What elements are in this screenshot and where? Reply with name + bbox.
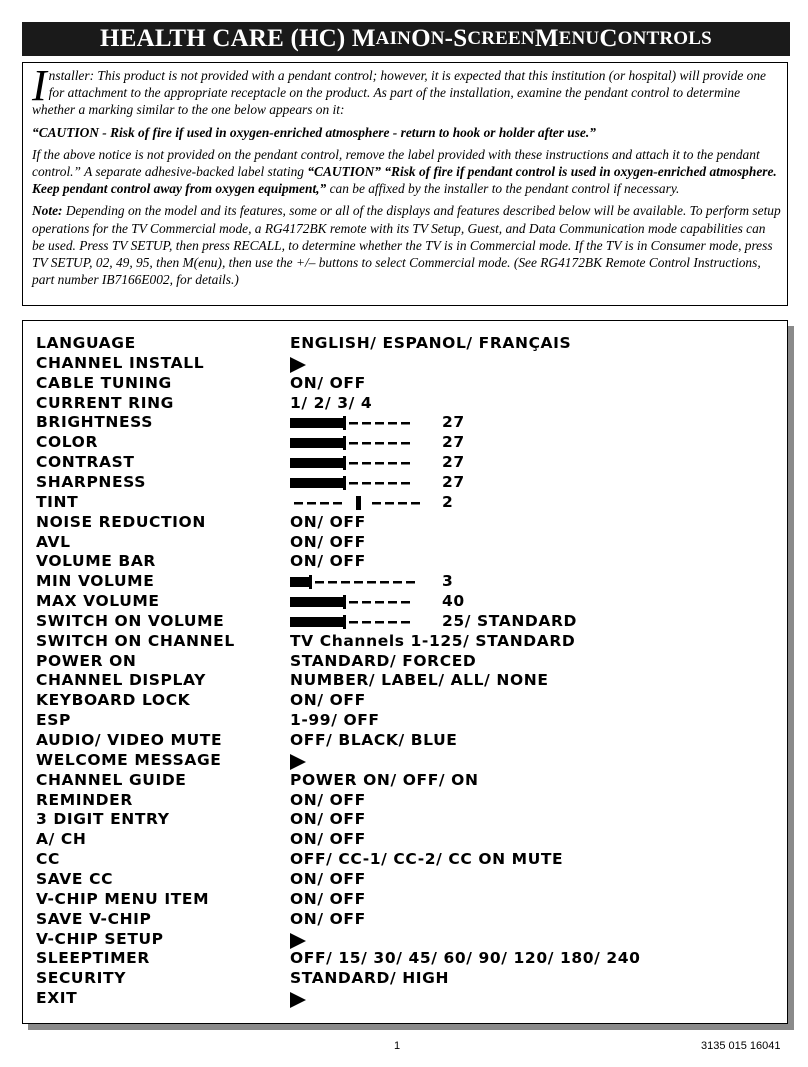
level-value: 40 (442, 592, 465, 611)
menu-row-v-chip-setup (36, 930, 776, 950)
level-value: 27 (442, 453, 465, 472)
level-fill (290, 617, 345, 627)
menu-label: CHANNEL DISPLAY (36, 671, 206, 690)
level-dash (362, 601, 371, 604)
menu-value: ON/ OFF (290, 552, 366, 571)
menu-value: ENGLISH/ ESPANOL/ FRANÇAIS (290, 334, 572, 352)
level-dash (401, 422, 410, 425)
menu-value: ON/ OFF (290, 830, 366, 849)
level-dash (375, 601, 384, 604)
level-fill (290, 597, 345, 607)
level-dash (401, 601, 410, 604)
menu-label: SLEEPTIMER (36, 949, 150, 968)
level-dash (372, 502, 381, 505)
menu-value: ON/ OFF (290, 810, 366, 829)
menu-label: TINT (36, 492, 79, 511)
level-dash (411, 502, 420, 505)
level-bar (290, 575, 420, 589)
level-bar (290, 416, 420, 430)
level-dash (398, 502, 407, 505)
menu-row-switch-on-volume (36, 612, 776, 632)
menu-row-current-ring (36, 394, 776, 414)
level-marker (343, 476, 346, 490)
level-dash (375, 422, 384, 425)
level-value: 3 (442, 572, 454, 591)
menu-label: COLOR (36, 433, 98, 452)
level-marker (309, 575, 312, 589)
level-marker (343, 615, 346, 629)
menu-label: CHANNEL GUIDE (36, 770, 187, 789)
menu-value: NUMBER/ LABEL/ ALL/ NONE (290, 671, 549, 690)
menu-row-contrast (36, 453, 776, 473)
drop-cap: I (32, 61, 47, 110)
level-fill (290, 418, 345, 428)
menu-label: AUDIO/ VIDEO MUTE (36, 731, 223, 749)
submenu-arrow-icon (290, 357, 306, 373)
menu-value: ON/ OFF (290, 373, 366, 392)
level-dash (406, 581, 415, 584)
menu-label: 3 DIGIT ENTRY (36, 810, 170, 829)
level-fill (290, 577, 311, 587)
document-code: 3135 015 16041 (701, 1040, 781, 1052)
menu-label: VOLUME BAR (36, 552, 156, 571)
level-dash (349, 442, 358, 445)
menu-label: WELCOME MESSAGE (36, 750, 222, 769)
menu-row-save-v-chip (36, 910, 776, 930)
menu-row-reminder (36, 791, 776, 811)
level-dash (401, 442, 410, 445)
menu-value: ON/ OFF (290, 909, 366, 928)
level-dash (307, 502, 316, 505)
menu-value: 1/ 2/ 3/ 4 (290, 393, 373, 412)
menu-label: MAX VOLUME (36, 592, 160, 611)
level-dash (388, 621, 397, 624)
level-dash (315, 581, 324, 584)
level-dash (341, 581, 350, 584)
level-dash (349, 482, 358, 485)
menu-row-cable-tuning (36, 374, 776, 394)
menu-label: CC (36, 850, 60, 869)
level-dash (294, 502, 303, 505)
menu-row-brightness (36, 413, 776, 433)
menu-label: SWITCH ON CHANNEL (36, 631, 235, 650)
menu-label: AVL (36, 532, 71, 551)
menu-row-channel-display (36, 671, 776, 691)
menu-value: ON/ OFF (290, 691, 366, 710)
menu-value: OFF/ CC-1/ CC-2/ CC ON MUTE (290, 850, 564, 869)
menu-value: TV Channels 1-125/ STANDARD (290, 631, 576, 650)
menu-row-save-cc (36, 870, 776, 890)
menu-value: ON/ OFF (290, 790, 366, 809)
level-bar (290, 496, 420, 510)
menu-value: OFF/ BLACK/ BLUE (290, 731, 458, 749)
menu-value: 1-99/ OFF (290, 711, 380, 730)
menu-row-tint (36, 493, 776, 513)
menu-label: KEYBOARD LOCK (36, 691, 191, 710)
menu-label: V-CHIP SETUP (36, 929, 164, 948)
menu-row-exit (36, 989, 776, 1009)
menu-value: ON/ OFF (290, 889, 366, 908)
menu-label: SECURITY (36, 969, 127, 988)
level-dash (401, 482, 410, 485)
level-dash (388, 482, 397, 485)
menu-label: SHARPNESS (36, 472, 147, 491)
level-bar (290, 456, 420, 470)
menu-value: ON/ OFF (290, 869, 366, 888)
intro-paragraph: Installer: This product is not provided with a pendant control; however, it is expected that this institution (or hospital) will provide one for attachment to the appropriate receptacle on the product. As part of the installation, examine the pendant control to determine whether a marking similar to the one below appears on it: (32, 61, 766, 118)
submenu-arrow-icon (290, 754, 306, 770)
level-value: 27 (442, 472, 465, 491)
level-bar (290, 436, 420, 450)
level-dash (362, 482, 371, 485)
level-dash (388, 422, 397, 425)
level-dash (362, 442, 371, 445)
menu-value: POWER ON/ OFF/ ON (290, 770, 479, 789)
menu-label: POWER ON (36, 651, 137, 670)
level-marker (343, 416, 346, 430)
menu-label: A/ CH (36, 830, 87, 849)
installer-notice (22, 62, 788, 306)
level-value: 27 (442, 433, 465, 452)
menu-label: NOISE REDUCTION (36, 512, 206, 531)
level-dash (367, 581, 376, 584)
level-marker (343, 456, 346, 470)
menu-value: ON/ OFF (290, 532, 366, 551)
menu-row-3-digit-entry (36, 810, 776, 830)
level-dash (401, 462, 410, 465)
menu-row-power-on (36, 652, 776, 672)
menu-value: OFF/ 15/ 30/ 45/ 60/ 90/ 120/ 180/ 240 (290, 949, 641, 968)
level-dash (349, 462, 358, 465)
menu-row-cc (36, 850, 776, 870)
menu-label: SAVE CC (36, 869, 114, 888)
level-dash (349, 422, 358, 425)
level-dash (388, 442, 397, 445)
label-paragraph: If the above notice is not provided on the pendant control, remove the label provided with these instructions and attach it to the pendant control.” A separate adhesive-backed label stating “CAUTION” “Risk of fire if pendant control is used in oxygen-enriched atmosphere. Keep pendant control away from oxygen equipment,” can be affixed by the installer to the pendant control if necessary. (32, 146, 777, 197)
level-marker (343, 436, 346, 450)
menu-label: SWITCH ON VOLUME (36, 611, 225, 630)
level-dash (333, 502, 342, 505)
menu-label: CURRENT RING (36, 393, 174, 412)
level-fill (290, 478, 345, 488)
page-number: 1 (394, 1040, 401, 1052)
menu-row-max-volume (36, 592, 776, 612)
menu-row-channel-guide (36, 771, 776, 791)
menu-row-min-volume (36, 572, 776, 592)
level-dash (362, 462, 371, 465)
submenu-arrow-icon (290, 992, 306, 1008)
menu-row-v-chip-menu-item (36, 890, 776, 910)
menu-row-volume-bar (36, 552, 776, 572)
menu-label: CABLE TUNING (36, 373, 172, 392)
menu-label: CONTRAST (36, 453, 135, 472)
level-marker (356, 496, 361, 510)
level-dash (388, 462, 397, 465)
level-dash (362, 422, 371, 425)
menu-row-welcome-message (36, 751, 776, 771)
menu-label: CHANNEL INSTALL (36, 353, 205, 372)
menu-row-esp (36, 711, 776, 731)
menu-row-sleeptimer (36, 949, 776, 969)
level-dash (328, 581, 337, 584)
level-dash (354, 581, 363, 584)
menu-row-noise-reduction (36, 513, 776, 533)
menu-label: V-CHIP MENU ITEM (36, 889, 210, 908)
level-value: 27 (442, 413, 465, 432)
level-dash (401, 621, 410, 624)
menu-row-a-ch (36, 830, 776, 850)
menu-row-avl (36, 533, 776, 553)
menu-list (22, 320, 788, 1024)
menu-row-switch-on-channel (36, 632, 776, 652)
menu-label: REMINDER (36, 790, 133, 809)
menu-row-sharpness (36, 473, 776, 493)
submenu-arrow-icon (290, 933, 306, 949)
level-dash (375, 482, 384, 485)
menu-row-keyboard-lock (36, 691, 776, 711)
menu-label: LANGUAGE (36, 334, 136, 352)
menu-label: BRIGHTNESS (36, 413, 153, 432)
menu-label: SAVE V-CHIP (36, 909, 152, 928)
level-fill (290, 438, 345, 448)
level-bar (290, 615, 420, 629)
menu-row-channel-install (36, 354, 776, 374)
menu-row-color (36, 433, 776, 453)
level-dash (349, 601, 358, 604)
level-dash (349, 621, 358, 624)
level-dash (388, 601, 397, 604)
level-fill (290, 458, 345, 468)
level-dash (375, 462, 384, 465)
level-bar (290, 476, 420, 490)
menu-value: ON/ OFF (290, 512, 366, 531)
level-dash (320, 502, 329, 505)
menu-row-language (36, 334, 776, 354)
menu-label: ESP (36, 711, 71, 730)
level-dash (375, 442, 384, 445)
level-dash (393, 581, 402, 584)
note-paragraph: Note: Depending on the model and its features, some or all of the displays and features described below will be available. To perform setup operations for the TV Commercial mode, a RG4172BK remote with its TV Setup, Guest, and Data Communication mode capabilities can be used. Press TV SETUP, then press RECALL, to determine whether the TV is in Commercial mode. If the TV is in Consumer mode, press TV SETUP, 02, 49, 95, then M(enu), then use the +/– buttons to select Commercial mode. (See RG4172BK Remote Control Instructions, part number IB7166E002, for details.) (32, 203, 781, 288)
page-title: HEALTH CARE (HC) M AIN O N -S CREEN M ENU C ONTROLS (22, 22, 790, 56)
menu-label: MIN VOLUME (36, 572, 155, 591)
level-dash (380, 581, 389, 584)
level-bar (290, 595, 420, 609)
menu-value: STANDARD/ FORCED (290, 651, 477, 670)
level-dash (375, 621, 384, 624)
level-marker (343, 595, 346, 609)
menu-label: EXIT (36, 989, 78, 1008)
level-dash (385, 502, 394, 505)
caution-text: “CAUTION - Risk of fire if used in oxygen-enriched atmosphere - return to hook or holder after use.” (32, 124, 596, 140)
level-dash (362, 621, 371, 624)
level-value: 25/ STANDARD (442, 611, 577, 630)
menu-value: STANDARD/ HIGH (290, 969, 450, 988)
level-value: 2 (442, 492, 454, 511)
menu-row-audio-video-mute (36, 731, 776, 751)
menu-row-security (36, 969, 776, 989)
